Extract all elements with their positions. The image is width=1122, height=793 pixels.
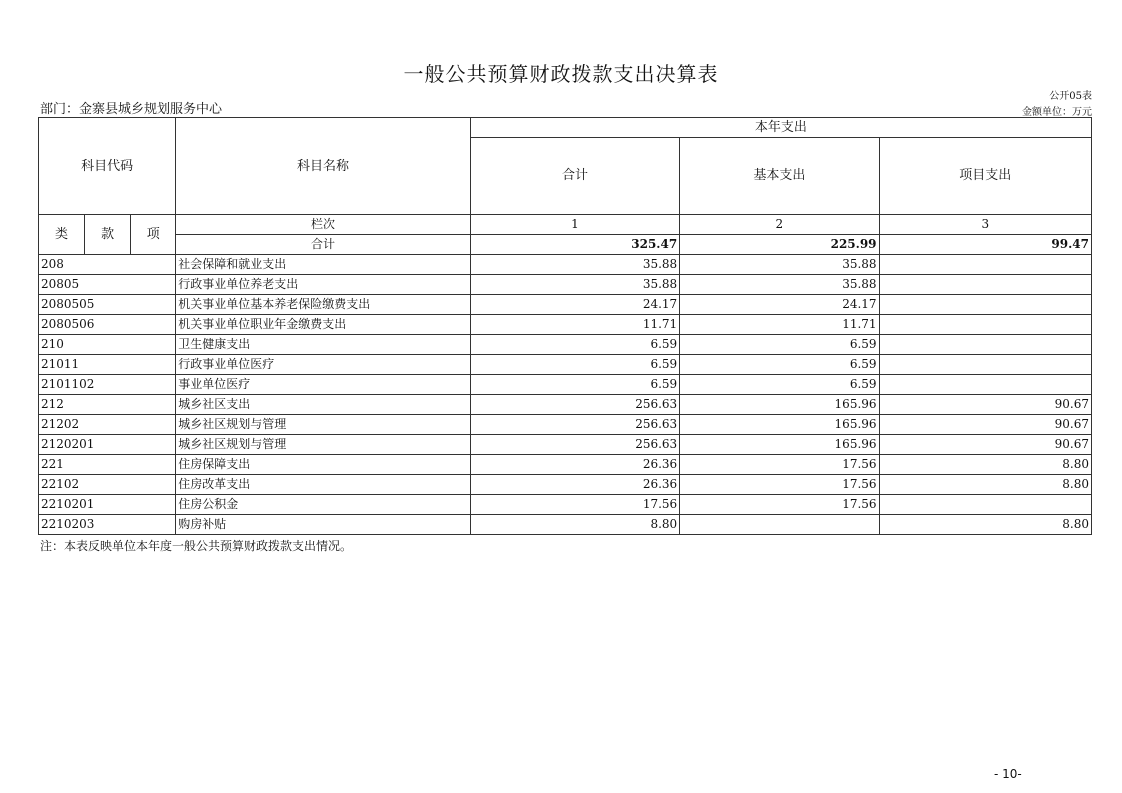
row-project: 90.67 — [879, 435, 1091, 455]
table-row — [39, 275, 1092, 295]
row-project — [879, 295, 1091, 315]
table-row — [39, 435, 1092, 455]
unit-label: 金额单位：万元 — [1022, 107, 1092, 118]
row-basic: 6.59 — [680, 375, 879, 395]
header-group: 本年支出 — [470, 118, 1091, 138]
row-code: 210 — [39, 335, 176, 355]
header-lei: 类 — [39, 215, 85, 255]
column-number-2: 2 — [680, 215, 879, 235]
row-basic: 17.56 — [680, 455, 879, 475]
page-title: 一般公共预算财政拨款支出决算表 — [403, 62, 719, 86]
row-basic: 35.88 — [680, 275, 879, 295]
row-code: 20805 — [39, 275, 176, 295]
row-code: 2120201 — [39, 435, 176, 455]
table-row — [39, 455, 1092, 475]
row-code: 2210203 — [39, 515, 176, 535]
row-name: 住房公积金 — [176, 495, 471, 515]
header-xiang: 项 — [131, 215, 176, 255]
table-row — [39, 295, 1092, 315]
table-row — [39, 355, 1092, 375]
header-total: 合计 — [470, 138, 679, 215]
row-basic: 6.59 — [680, 335, 879, 355]
row-name: 行政事业单位养老支出 — [176, 275, 471, 295]
row-name: 事业单位医疗 — [176, 375, 471, 395]
row-total: 256.63 — [470, 415, 679, 435]
row-project — [879, 335, 1091, 355]
row-basic: 35.88 — [680, 255, 879, 275]
row-code: 2101102 — [39, 375, 176, 395]
row-project: 90.67 — [879, 395, 1091, 415]
row-name: 机关事业单位职业年金缴费支出 — [176, 315, 471, 335]
row-name: 城乡社区规划与管理 — [176, 415, 471, 435]
table-row — [39, 395, 1092, 415]
row-total: 6.59 — [470, 335, 679, 355]
row-basic: 165.96 — [680, 435, 879, 455]
header-project: 项目支出 — [879, 138, 1091, 215]
row-total: 35.88 — [470, 255, 679, 275]
row-code: 2210201 — [39, 495, 176, 515]
row-project — [879, 495, 1091, 515]
column-number-1: 1 — [470, 215, 679, 235]
row-code: 21011 — [39, 355, 176, 375]
row-code: 221 — [39, 455, 176, 475]
row-code: 208 — [39, 255, 176, 275]
header-code: 科目代码 — [39, 118, 176, 215]
row-basic: 165.96 — [680, 415, 879, 435]
row-name: 住房改革支出 — [176, 475, 471, 495]
row-code: 2080505 — [39, 295, 176, 315]
header-kuan: 款 — [85, 215, 131, 255]
row-basic: 165.96 — [680, 395, 879, 415]
department-label: 部门：金寨县城乡规划服务中心 — [40, 102, 223, 117]
row-code: 2080506 — [39, 315, 176, 335]
row-code: 22102 — [39, 475, 176, 495]
row-total: 17.56 — [470, 495, 679, 515]
row-code: 212 — [39, 395, 176, 415]
table-row — [39, 515, 1092, 535]
totals-project: 99.47 — [879, 235, 1091, 255]
row-project — [879, 255, 1091, 275]
row-total: 26.36 — [470, 475, 679, 495]
row-name: 城乡社区支出 — [176, 395, 471, 415]
row-total: 11.71 — [470, 315, 679, 335]
table-row — [39, 415, 1092, 435]
totals-row — [39, 235, 1092, 255]
header-basic: 基本支出 — [680, 138, 879, 215]
totals-total: 325.47 — [470, 235, 679, 255]
row-project: 8.80 — [879, 515, 1091, 535]
row-total: 35.88 — [470, 275, 679, 295]
form-number: 公开05表 — [1049, 91, 1092, 102]
row-total: 26.36 — [470, 455, 679, 475]
expenditure-table — [38, 117, 1092, 535]
row-basic: 17.56 — [680, 495, 879, 515]
page-number: - 10- — [994, 767, 1022, 781]
row-total: 256.63 — [470, 435, 679, 455]
header-lanci: 栏次 — [176, 215, 471, 235]
row-total: 6.59 — [470, 355, 679, 375]
row-name: 城乡社区规划与管理 — [176, 435, 471, 455]
row-project — [879, 315, 1091, 335]
row-basic: 6.59 — [680, 355, 879, 375]
row-total: 6.59 — [470, 375, 679, 395]
row-basic: 17.56 — [680, 475, 879, 495]
row-total: 256.63 — [470, 395, 679, 415]
totals-label: 合计 — [176, 235, 471, 255]
table-row — [39, 475, 1092, 495]
row-name: 行政事业单位医疗 — [176, 355, 471, 375]
totals-basic: 225.99 — [680, 235, 879, 255]
table-row — [39, 495, 1092, 515]
row-project: 8.80 — [879, 455, 1091, 475]
header-name: 科目名称 — [176, 118, 471, 215]
row-code: 21202 — [39, 415, 176, 435]
table-row — [39, 375, 1092, 395]
row-name: 购房补贴 — [176, 515, 471, 535]
row-project: 90.67 — [879, 415, 1091, 435]
row-project — [879, 355, 1091, 375]
table-row — [39, 255, 1092, 275]
table-row — [39, 315, 1092, 335]
row-project — [879, 275, 1091, 295]
row-basic: 24.17 — [680, 295, 879, 315]
table-row — [39, 335, 1092, 355]
footnote: 注：本表反映单位本年度一般公共预算财政拨款支出情况。 — [40, 539, 353, 553]
row-basic: 11.71 — [680, 315, 879, 335]
row-name: 社会保障和就业支出 — [176, 255, 471, 275]
row-name: 卫生健康支出 — [176, 335, 471, 355]
row-total: 24.17 — [470, 295, 679, 315]
row-name: 住房保障支出 — [176, 455, 471, 475]
row-name: 机关事业单位基本养老保险缴费支出 — [176, 295, 471, 315]
row-project: 8.80 — [879, 475, 1091, 495]
row-total: 8.80 — [470, 515, 679, 535]
row-basic — [680, 515, 879, 535]
column-number-3: 3 — [879, 215, 1091, 235]
row-project — [879, 375, 1091, 395]
